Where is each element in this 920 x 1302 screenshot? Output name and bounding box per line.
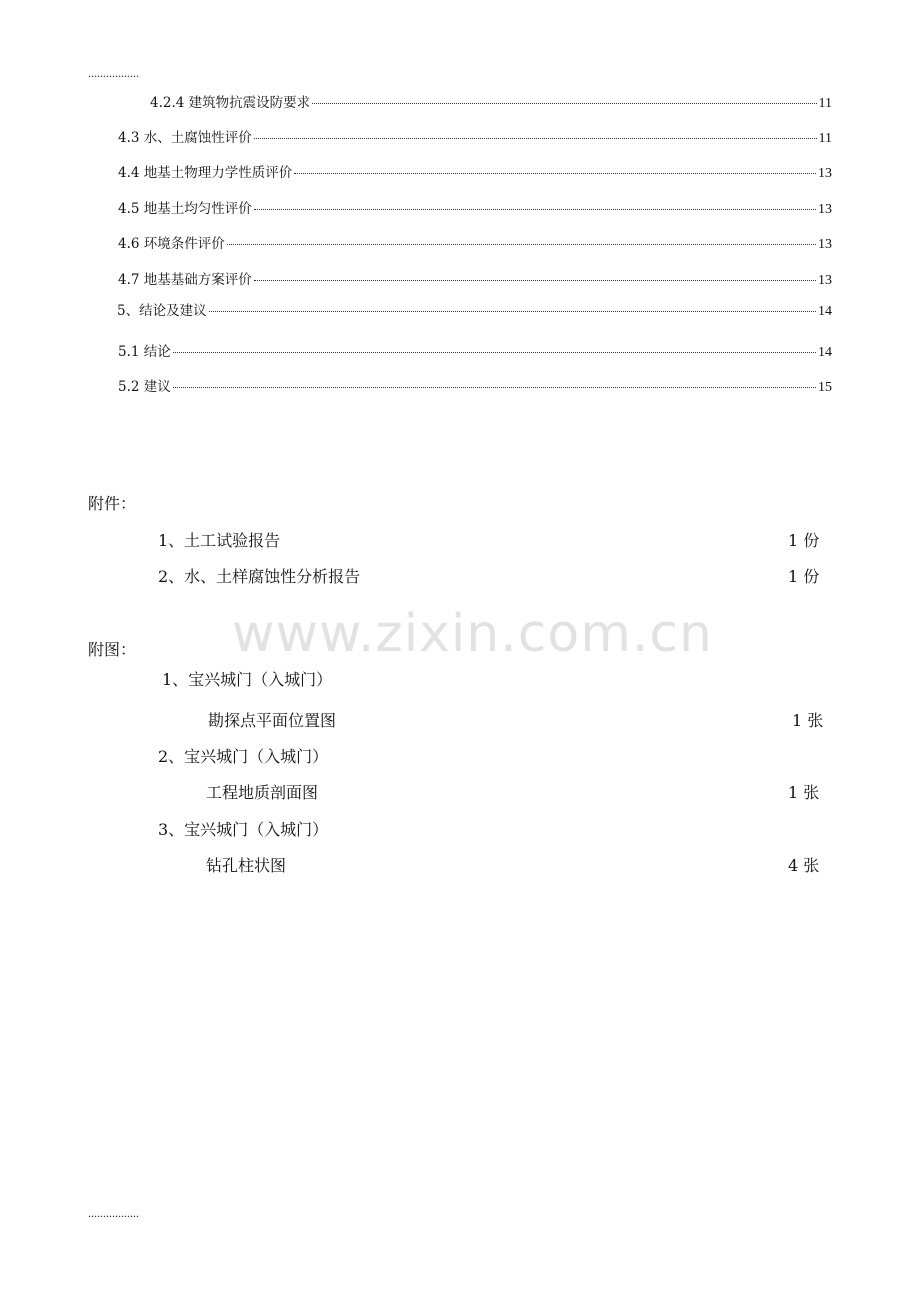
toc-page: 13 [818, 237, 832, 252]
toc-label: 4.5 地基土均匀性评价 [118, 201, 252, 217]
watermark: www.zixin.com.cn [232, 604, 713, 664]
figure-title: 1、宝兴城门（入城门） [162, 670, 333, 689]
toc-label: 5、结论及建议 [117, 303, 207, 319]
toc-entry[interactable] [150, 91, 832, 112]
toc-page: 13 [818, 166, 832, 181]
toc-entry[interactable] [117, 299, 832, 320]
attachment-item-count: 1 份 [788, 531, 820, 550]
figure-title: 3、宝兴城门（入城门） [158, 820, 329, 839]
figure-count: 1 张 [792, 711, 824, 730]
toc-page: 11 [818, 96, 832, 111]
toc-page: 14 [818, 345, 832, 360]
toc-leader [173, 352, 816, 353]
toc-entry[interactable] [118, 232, 832, 253]
toc-page: 14 [818, 304, 832, 319]
figure-name: 勘探点平面位置图 [208, 711, 337, 730]
toc-entry[interactable] [118, 197, 832, 218]
toc-entry[interactable] [118, 340, 832, 361]
toc-entry[interactable] [118, 375, 832, 396]
header-dots: ................. [88, 66, 139, 80]
toc-leader [227, 244, 816, 245]
toc-leader [209, 311, 816, 312]
figure-name: 钻孔柱状图 [206, 856, 287, 875]
toc-leader [294, 173, 816, 174]
toc-entry[interactable] [118, 126, 832, 147]
toc-label: 4.2.4 建筑物抗震设防要求 [150, 95, 311, 111]
toc-leader [312, 103, 816, 104]
toc-label: 4.4 地基土物理力学性质评价 [118, 165, 293, 181]
attachment-item-label: 2、水、土样腐蚀性分析报告 [158, 567, 361, 586]
toc-label: 4.7 地基基础方案评价 [118, 272, 252, 288]
figure-count: 1 张 [788, 783, 820, 802]
toc-label: 5.2 建议 [118, 379, 171, 395]
toc-label: 5.1 结论 [118, 344, 171, 360]
figure-name: 工程地质剖面图 [206, 783, 319, 802]
toc-entry[interactable] [118, 268, 832, 289]
toc-leader [254, 209, 816, 210]
toc-leader [254, 280, 816, 281]
figure-title: 2、宝兴城门（入城门） [158, 747, 329, 766]
toc-label: 4.6 环境条件评价 [118, 236, 225, 252]
attachments-heading: 附件： [88, 494, 137, 513]
figures-heading: 附图： [88, 640, 137, 659]
footer-dots: ................. [88, 1206, 139, 1220]
toc-label: 4.3 水、土腐蚀性评价 [118, 130, 252, 146]
toc-leader [254, 138, 817, 139]
toc-page: 13 [818, 273, 832, 288]
toc-leader [173, 387, 816, 388]
toc-page: 13 [818, 202, 832, 217]
attachment-item-label: 1、土工试验报告 [158, 531, 281, 550]
figure-count: 4 张 [788, 856, 820, 875]
toc-page: 15 [818, 380, 832, 395]
attachment-item-count: 1 份 [788, 567, 820, 586]
toc-entry[interactable] [118, 161, 832, 182]
toc-page: 11 [818, 131, 832, 146]
